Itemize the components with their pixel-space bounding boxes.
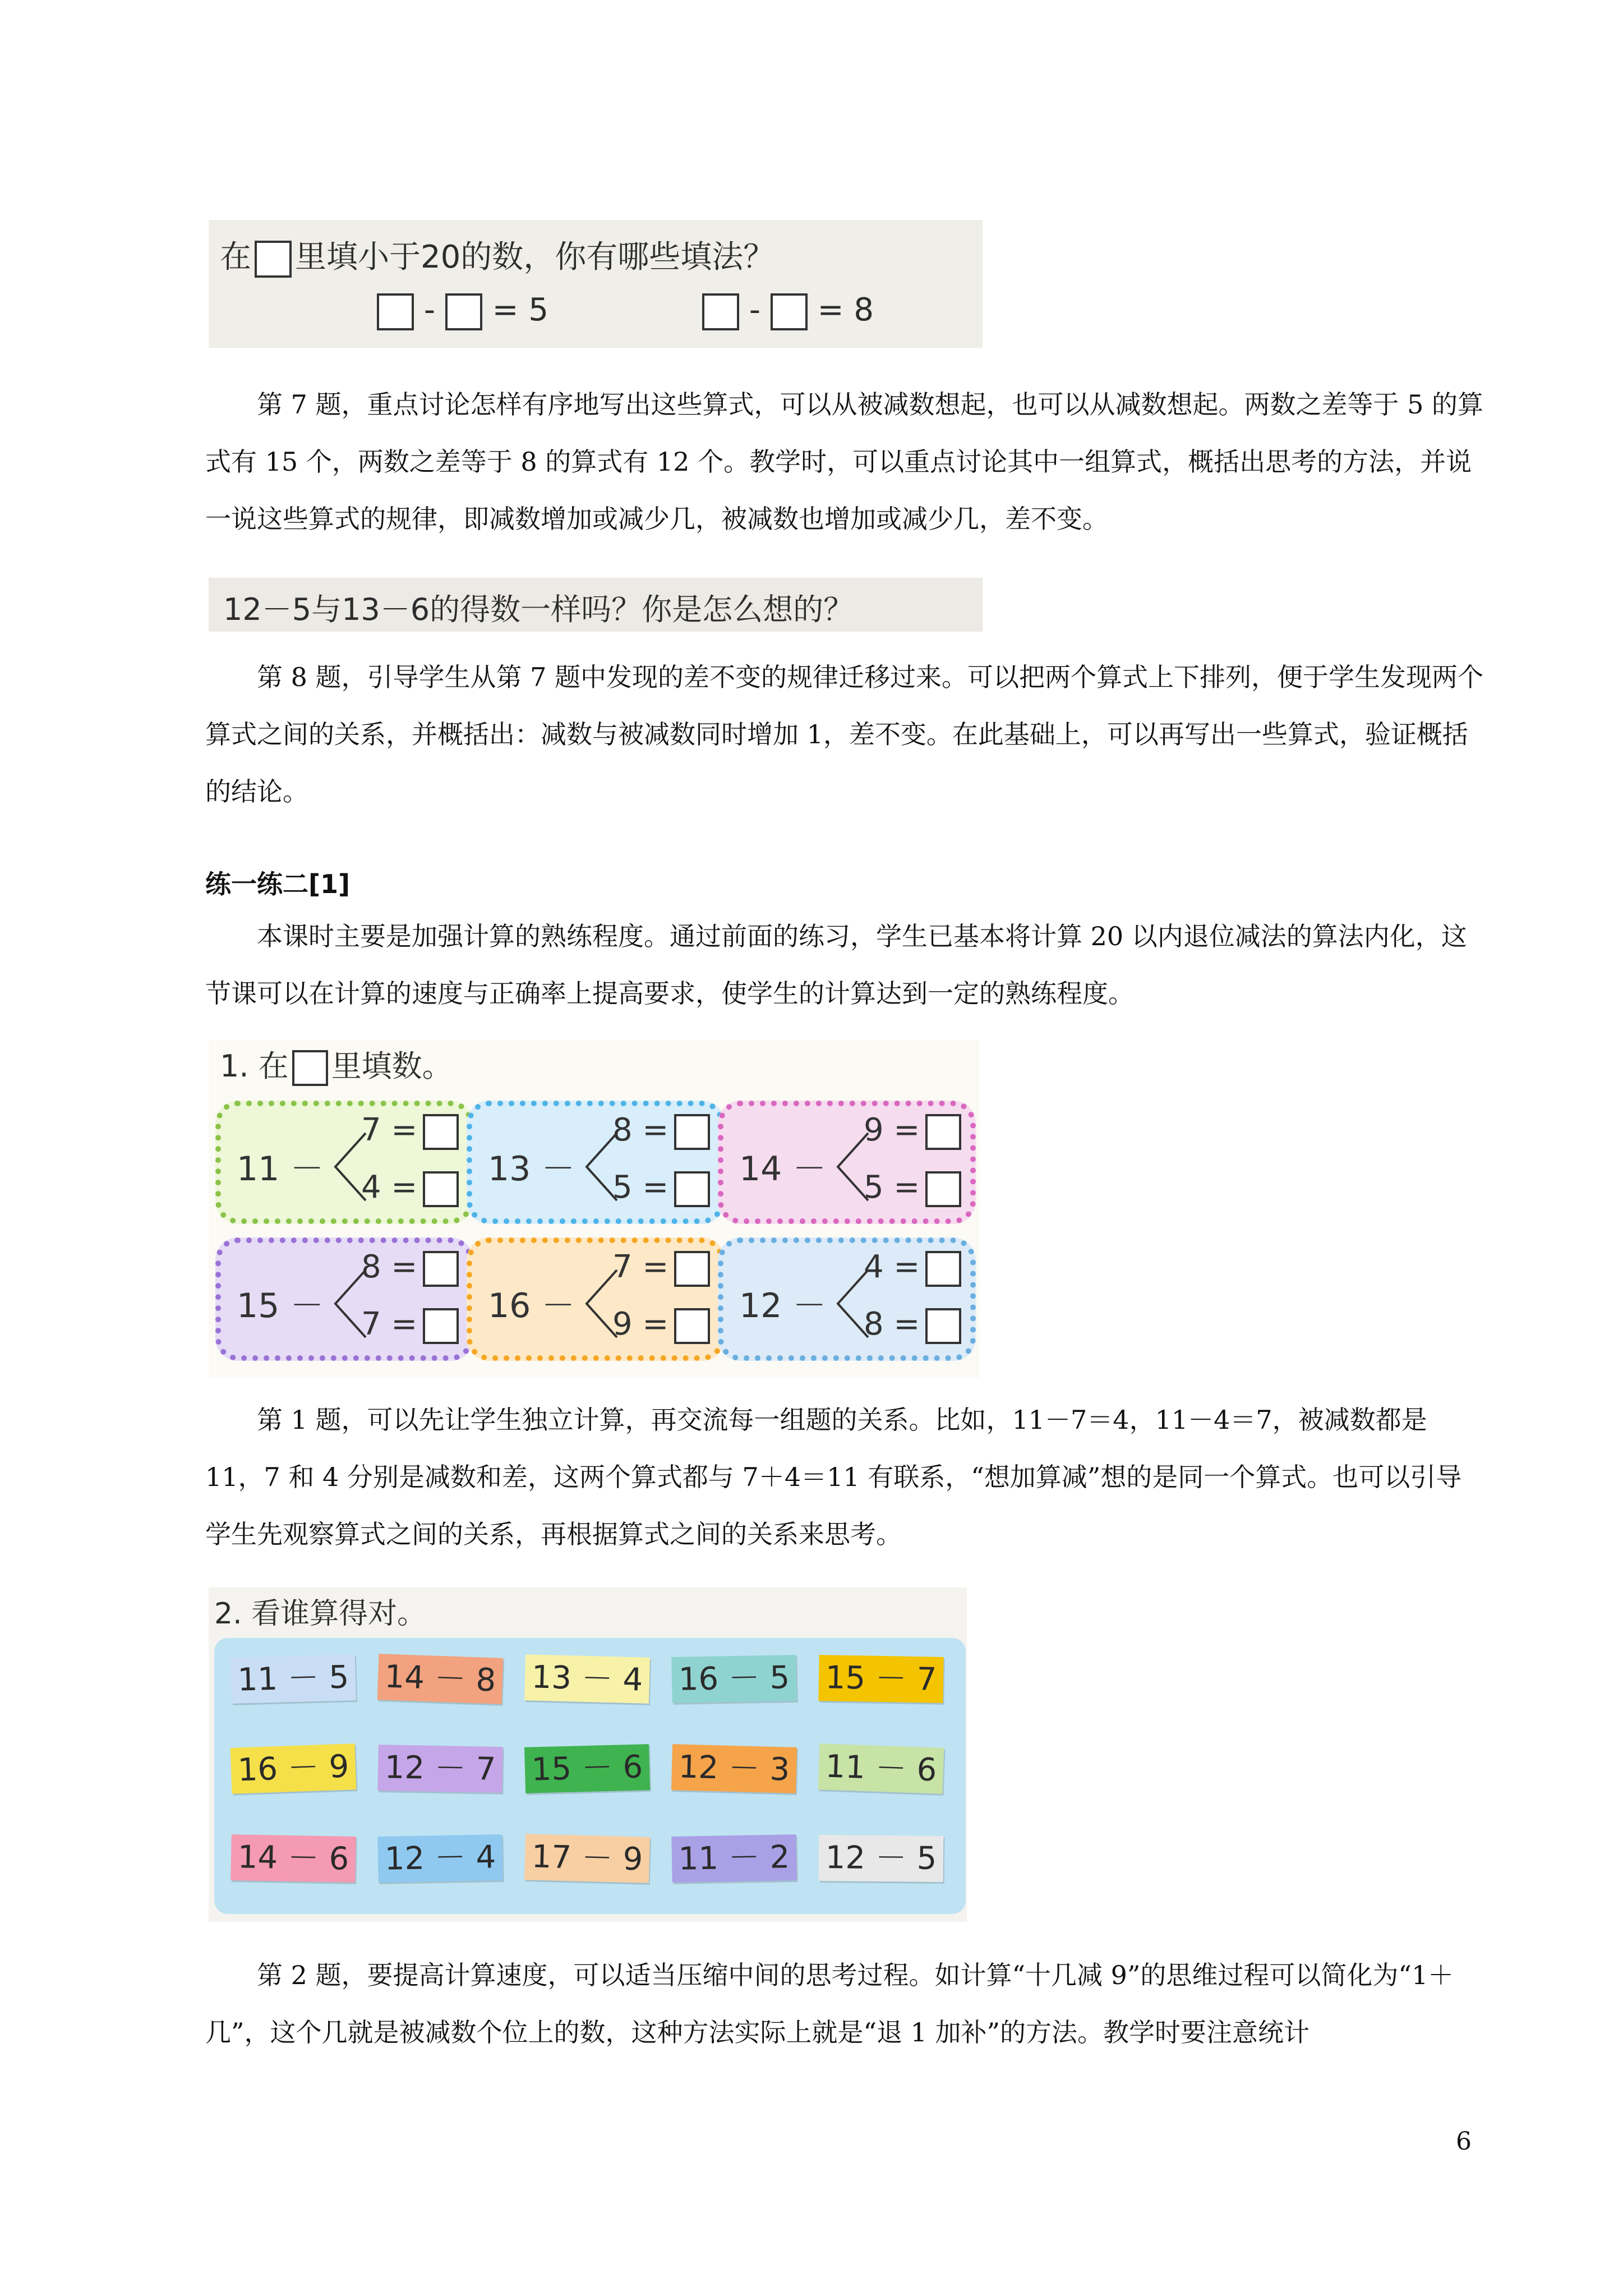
group-top-equation: [612, 1249, 710, 1287]
subtraction-card: 13 － 4: [524, 1654, 650, 1704]
paragraph-question-8: 第 8 题，引导学生从第 7 题中发现的差不变的规律迁移过来。可以把两个算式上下排列，便于学生发现两个算式之间的关系，并概括出：减数与被减数同时增加 1，差不变。在此基础上，可以再写出一些算式，验证概括的结论。: [205, 662, 1484, 807]
subtraction-group: [718, 1101, 976, 1224]
group-bottom-equation: [361, 1169, 459, 1207]
group-top-equation: [864, 1249, 961, 1287]
subtraction-card: 12 － 5: [819, 1835, 944, 1882]
exercise-2-title: 2. 看谁算得对。: [214, 1597, 427, 1631]
question-8-text: 12－5与13－6的得数一样吗？你是怎么想的？: [223, 592, 854, 627]
answer-box[interactable]: [423, 1171, 459, 1207]
subtrahend: 9 =: [864, 1112, 920, 1148]
subtrahend: 5 =: [612, 1169, 669, 1205]
paragraph-question-2: 第 2 题，要提高计算速度，可以适当压缩中间的思考过程。如计算“十几减 9”的思维过程可以简化为“1＋几”，这个几就是被减数个位上的数，这种方法实际上就是“退 1 加补”的方法。教学时要注意统计: [205, 1960, 1454, 2047]
answer-box[interactable]: [674, 1251, 710, 1287]
subtrahend: 4 =: [361, 1169, 418, 1205]
subtraction-card: 11 － 2: [671, 1834, 796, 1883]
blank-box: [255, 241, 292, 278]
fill-numbers-equation-2: - = 8: [702, 292, 874, 330]
exercise-1-title: 1. 在 里填数。: [220, 1042, 453, 1086]
subtrahend: 5 =: [864, 1169, 920, 1205]
group-bottom-equation: [361, 1306, 459, 1344]
group-bottom-equation: [864, 1169, 961, 1207]
fill-numbers-figure: [209, 220, 983, 348]
blank-box: [292, 1050, 328, 1086]
subtrahend: 8 =: [864, 1306, 920, 1342]
group-minuend: 14 －: [739, 1149, 827, 1189]
subtrahend: 8 =: [361, 1249, 418, 1285]
group-top-equation: [361, 1249, 459, 1287]
subtraction-card: 15 － 7: [818, 1655, 943, 1703]
subtraction-group: [215, 1101, 473, 1224]
answer-box[interactable]: [925, 1251, 961, 1287]
page-number: 6: [1456, 2127, 1472, 2156]
answer-box[interactable]: [925, 1114, 961, 1150]
fill-numbers-question: 在 里填小于20的数，你有哪些填法？: [220, 232, 774, 278]
blank-box: [702, 293, 739, 330]
answer-box[interactable]: [674, 1114, 710, 1150]
group-minuend: 12 －: [739, 1286, 827, 1326]
blank-box: [445, 293, 482, 330]
subtraction-card: 14 － 8: [377, 1654, 504, 1704]
subtrahend: 8 =: [612, 1112, 669, 1148]
subtrahend: 4 =: [864, 1249, 920, 1285]
subtraction-card: 11 － 5: [230, 1654, 356, 1704]
subtraction-card: 15 － 6: [524, 1744, 650, 1793]
subtrahend: 9 =: [612, 1306, 669, 1342]
subtraction-group: [467, 1237, 725, 1361]
subtraction-group: [467, 1101, 725, 1224]
exercise-2-figure: [209, 1588, 967, 1922]
subtraction-card: 17 － 9: [524, 1834, 650, 1883]
group-minuend: 15 －: [237, 1286, 324, 1326]
group-minuend: 16 －: [488, 1286, 575, 1326]
exercise-2-board: [214, 1638, 966, 1914]
group-bottom-equation: [612, 1306, 710, 1344]
fill-numbers-equation-1: - = 5: [377, 292, 548, 330]
subtraction-card: 12 － 3: [671, 1744, 797, 1793]
paragraph-question-1: 第 1 题，可以先让学生独立计算，再交流每一组题的关系。比如，11－7＝4，11－4＝7，被减数都是 11，7 和 4 分别是减数和差，这两个算式都与 7＋4＝11 有联系，“想加算减”想的是同一个算式。也可以引导学生先观察算式之间的关系，再根据算式之间的关系来思考。: [205, 1405, 1462, 1549]
answer-box[interactable]: [423, 1114, 459, 1150]
blank-box: [771, 293, 808, 330]
question-8-figure: [209, 578, 983, 632]
subtraction-card: 12 － 4: [377, 1834, 502, 1883]
group-top-equation: [361, 1112, 459, 1150]
answer-box[interactable]: [674, 1308, 710, 1344]
group-minuend: 13 －: [488, 1149, 575, 1189]
subtraction-group: [718, 1237, 976, 1361]
group-bottom-equation: [864, 1306, 961, 1344]
answer-box[interactable]: [423, 1251, 459, 1287]
group-top-equation: [612, 1112, 710, 1150]
subtraction-card: 14 － 6: [230, 1834, 356, 1883]
answer-box[interactable]: [423, 1308, 459, 1344]
subtraction-group: [215, 1237, 473, 1361]
group-bottom-equation: [612, 1169, 710, 1207]
answer-box[interactable]: [674, 1171, 710, 1207]
subtrahend: 7 =: [612, 1249, 669, 1285]
paragraph-intro: 本课时主要是加强计算的熟练程度。通过前面的练习，学生已基本将计算 20 以内退位减法的算法内化，这节课可以在计算的速度与正确率上提高要求，使学生的计算达到一定的熟练程度。: [205, 921, 1467, 1009]
paragraph-question-7: 第 7 题，重点讨论怎样有序地写出这些算式，可以从被减数想起，也可以从减数想起。两数之差等于 5 的算式有 15 个，两数之差等于 8 的算式有 12 个。教学时，可以重点讨论其中一组算式，概括出思考的方法，并说一说这些算式的规律，即减数增加或减少几，被减数也增加或减少几，差不变。: [205, 389, 1484, 534]
group-minuend: 11 －: [237, 1149, 324, 1189]
subtraction-card: 11 － 6: [818, 1743, 944, 1794]
section-heading: 练一练二[1]: [205, 869, 351, 899]
group-top-equation: [864, 1112, 961, 1150]
subtrahend: 7 =: [361, 1112, 418, 1148]
subtrahend: 7 =: [361, 1306, 418, 1342]
blank-box: [377, 293, 414, 330]
exercise-1-figure: [209, 1040, 979, 1378]
subtraction-card: 16 － 5: [671, 1655, 796, 1703]
subtraction-card: 12 － 7: [377, 1745, 502, 1793]
subtraction-card: 16 － 9: [230, 1743, 357, 1794]
answer-box[interactable]: [925, 1171, 961, 1207]
answer-box[interactable]: [925, 1308, 961, 1344]
